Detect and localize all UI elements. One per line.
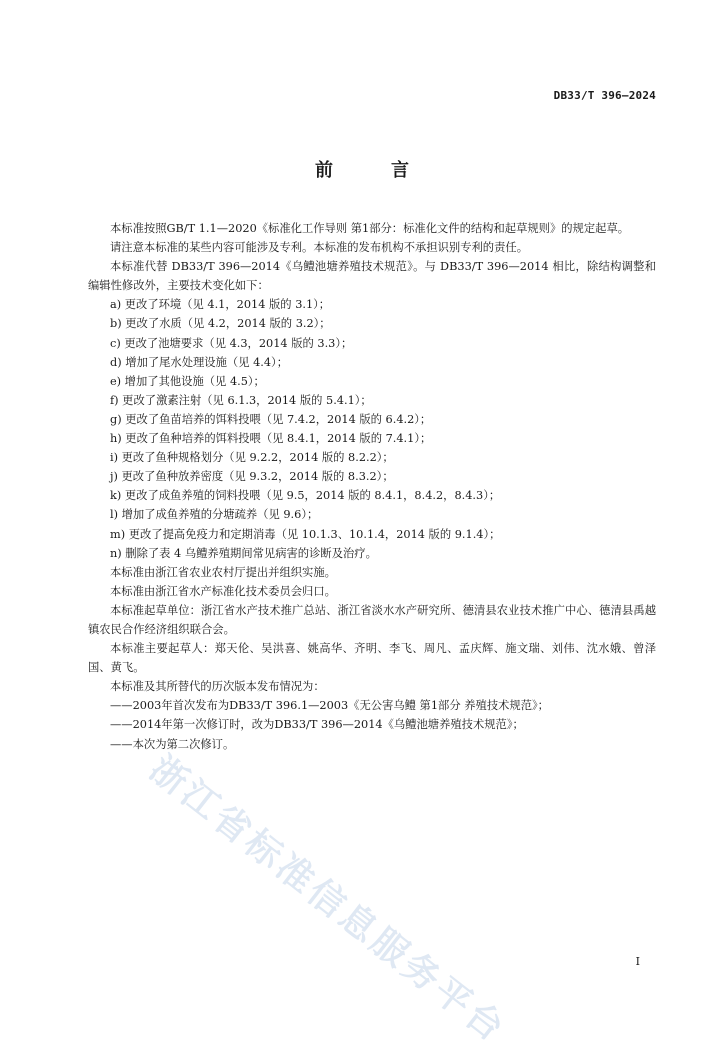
change-item: e) 增加了其他设施（见 4.5）； [110, 374, 265, 388]
change-item: n) 删除了表 4 乌鳢养殖期间常见病害的诊断及治疗。 [110, 546, 377, 560]
change-item: c) 更改了池塘要求（见 4.3，2014 版的 3.3）； [110, 336, 353, 350]
intro-paragraph: 请注意本标准的某些内容可能涉及专利。本标准的发布机构不承担识别专利的责任。 [110, 241, 528, 255]
change-item: l) 增加了成鱼养殖的分塘疏养（见 9.6）； [110, 508, 319, 522]
change-item: i) 更改了鱼种规格划分（见 9.2.2，2014 版的 8.2.2）； [110, 451, 394, 465]
watermark: 浙江省标准信息服务平台 [141, 748, 514, 1052]
intro-paragraph: 本标准按照GB/T 1.1—2020《标准化工作导则 第1部分：标准化文件的结构和起草规则》的规定起草。 [110, 222, 630, 235]
change-item: a) 更改了环境（见 4.1，2014 版的 3.1）； [110, 298, 331, 312]
change-item: k) 更改了成鱼养殖的饲料投喂（见 9.5，2014 版的 8.4.1，8.4.2，8.4.3）； [110, 489, 501, 503]
body-paragraph: 本标准由浙江省农业农村厅提出并组织实施。 [110, 565, 336, 579]
body-paragraph: 本标准起草单位：浙江省水产技术推广总站、浙江省淡水水产研究所、德清县农业技术推广中心、德清县禹越镇农民合作经济组织联合会。 [88, 603, 656, 636]
change-item: d) 增加了尾水处理设施（见 4.4）； [110, 355, 288, 369]
change-item: m) 更改了提高免疫力和定期消毒（见 10.1.3、10.1.4，2014 版的 9.1.4）； [110, 527, 501, 541]
change-item: b) 更改了水质（见 4.2，2014 版的 3.2）； [110, 317, 331, 331]
page-title: 前 言 [315, 160, 429, 181]
history-item: ——本次为第二次修订。 [110, 737, 235, 751]
change-item: h) 更改了鱼种培养的饵料投喂（见 8.4.1，2014 版的 7.4.1）； [110, 432, 432, 446]
body-paragraph: 本标准主要起草人：郑天伦、吴洪喜、姚高华、齐明、李飞、周凡、孟庆辉、施文瑞、刘伟、沈水娥、曾泽国、黄飞。 [88, 642, 656, 675]
standard-code: DB33/T 396—2024 [553, 89, 656, 102]
history-item: ——2014年第一次修订时，改为DB33/T 396—2014《乌鳢池塘养殖技术规范》； [110, 718, 524, 732]
history-item: ——2003年首次发布为DB33/T 396.1—2003《无公害乌鳢 第1部分 养殖技术规范》； [110, 699, 549, 713]
intro-paragraph: 本标准代替 DB33/T 396—2014《乌鳢池塘养殖技术规范》。与 DB33/T 396—2014 相比，除结构调整和编辑性修改外，主要技术变化如下： [88, 260, 656, 293]
body-paragraph: 本标准由浙江省水产标准化技术委员会归口。 [110, 584, 336, 598]
document-body [88, 219, 656, 754]
change-item: j) 更改了鱼种放养密度（见 9.3.2，2014 版的 8.3.2）； [110, 470, 394, 484]
body-paragraph: 本标准及其所替代的历次版本发布情况为： [110, 680, 325, 694]
change-item: f) 更改了激素注射（见 6.1.3，2014 版的 5.4.1）； [110, 393, 372, 407]
page-number: I [635, 955, 640, 968]
change-item: g) 更改了鱼苗培养的饵料投喂（见 7.4.2，2014 版的 6.4.2）； [110, 412, 432, 426]
